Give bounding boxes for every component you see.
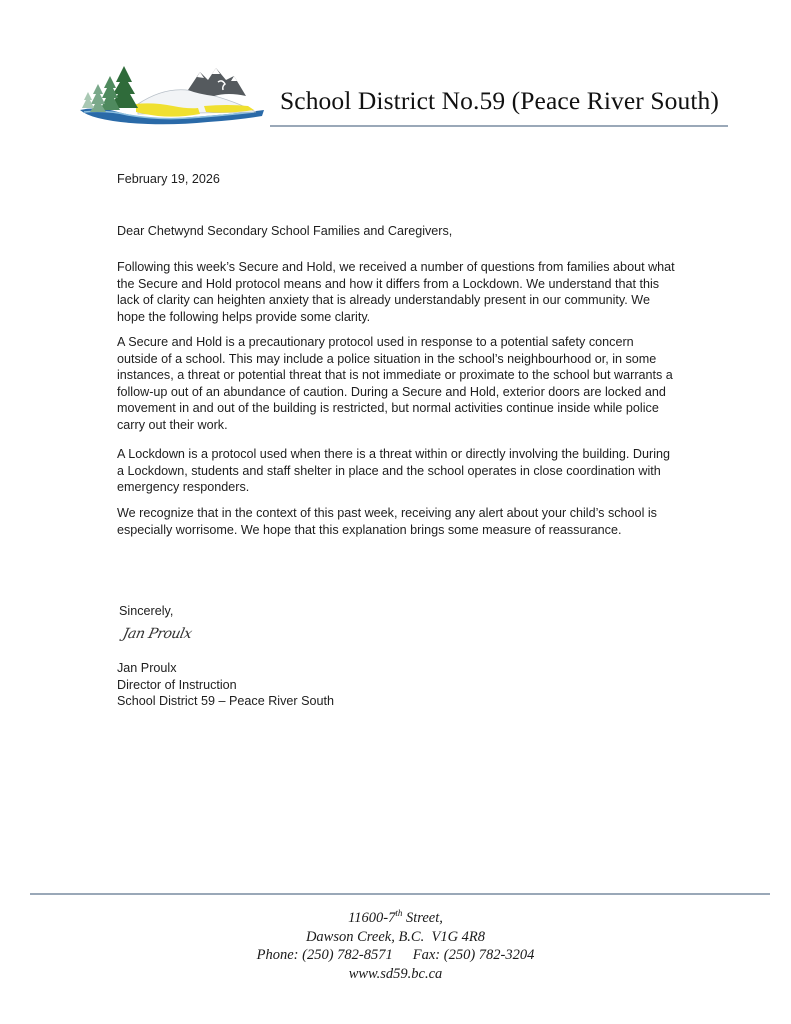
signer-title: Director of Instruction [117, 677, 237, 692]
header-divider [270, 125, 728, 127]
footer-fax: Fax: (250) 782-3204 [412, 947, 535, 963]
footer-website-link[interactable]: www.sd59.bc.ca [348, 965, 443, 982]
paragraph-intro: Following this week’s Secure and Hold, we received a number of questions from families about what the Secure and Hold protocol means and how it differs from a Lockdown. We understand that this lack of clarity can heighten anxiety that is already understandably present in our community. We hope the following helps provide some clarity. [117, 260, 675, 324]
paragraph-lockdown: A Lockdown is a protocol used when there is a threat within or directly involving the building. During a Lockdown, students and staff shelter in place and the school operates in close coordination with emergency responders. [117, 447, 671, 495]
footer-contact [0, 946, 791, 965]
closing: Sincerely, [119, 604, 174, 618]
street-suffix: th [395, 908, 403, 919]
footer-address [0, 909, 791, 983]
street-number: 11600-7 [348, 910, 396, 926]
sd59-logo-icon [78, 62, 268, 128]
signature-block [117, 660, 334, 710]
paragraph-secure-and-hold: A Secure and Hold is a precautionary protocol used in response to a potential safety concern outside of a school. This may include a police situation in the school’s neighbourhood or, in some instances, a threat or potential threat that is not immediate or proximate to the school but warrants a follow-up out of an abundance of caution. During a Secure and Hold, exterior doors are locked and movement in and out of the building is restricted, but normal activities continue inside while police carry out their work. [117, 335, 673, 432]
handwritten-signature: Jan Proulx [121, 626, 194, 642]
footer-phone: Phone: (250) 782-8571 [256, 947, 393, 963]
footer-street [0, 909, 791, 928]
letter-date: February 19, 2026 [117, 172, 220, 186]
paragraph-reassurance: We recognize that in the context of this past week, receiving any alert about your child’s school is especially worrisome. We hope that this explanation brings some measure of reassurance. [117, 506, 657, 537]
footer-city: Dawson Creek, B.C. V1G 4R8 [305, 928, 486, 945]
footer-divider [30, 893, 770, 895]
signer-organization: School District 59 – Peace River South [117, 694, 334, 709]
salutation: Dear Chetwynd Secondary School Families and Caregivers, [117, 224, 453, 238]
signer-name: Jan Proulx [117, 661, 177, 675]
street-name: Street, [402, 910, 443, 926]
district-title: School District No.59 (Peace River South) [280, 86, 719, 115]
